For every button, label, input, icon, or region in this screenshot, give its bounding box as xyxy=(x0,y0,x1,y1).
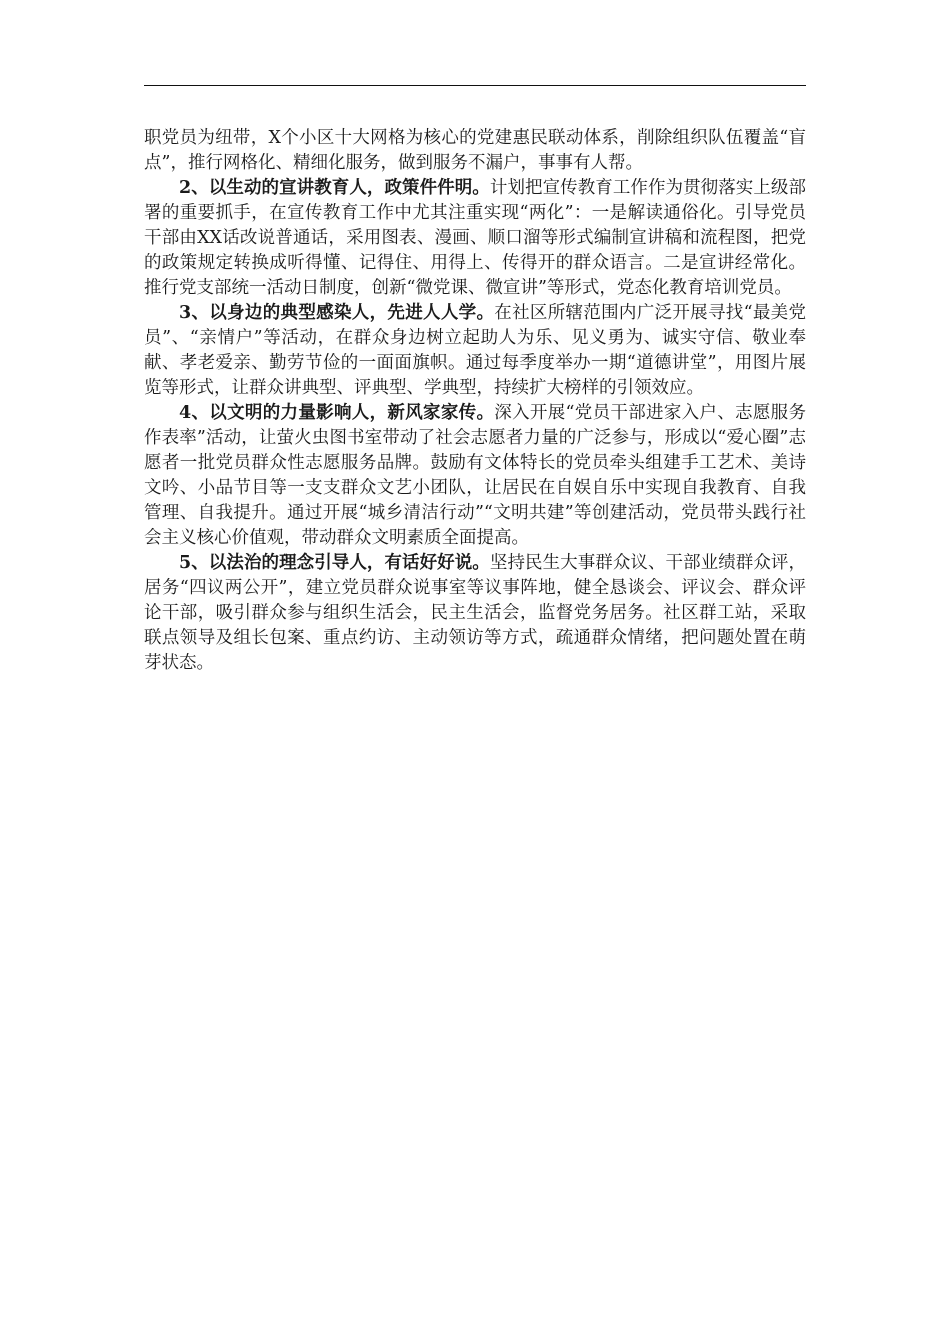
document-body xyxy=(144,126,806,676)
paragraph-3-text: 在社区所辖范围内广泛开展寻找“最美党员”、“亲情户”等活动，在群众身边树立起助人为乐、见义勇为、诚实守信、敬业奉献、孝老爱亲、勤劳节俭的一面面旗帜。通过每季度举办一期“道德讲堂”，用图片展览等形式，让群众讲典型、评典型、学典型，持续扩大榜样的引领效应。 xyxy=(144,303,806,398)
paragraph-2 xyxy=(144,176,806,301)
paragraph-3-heading: 3、以身边的典型感染人，先进人人学。 xyxy=(179,303,495,323)
paragraph-3 xyxy=(144,301,806,401)
paragraph-5 xyxy=(144,551,806,676)
paragraph-5-heading: 5、以法治的理念引导人，有话好好说。 xyxy=(179,553,490,573)
paragraph-4-text: 深入开展“党员干部进家入户、志愿服务作表率”活动，让萤火虫图书室带动了社会志愿者力量的广泛参与，形成以“爱心圈”志愿者一批党员群众性志愿服务品牌。鼓励有文体特长的党员牵头组建手工艺术、美诗文吟、小品节目等一支支群众文艺小团队，让居民在自娱自乐中实现自我教育、自我管理、自我提升。通过开展“城乡清洁行动”“文明共建”等创建活动，党员带头践行社会主义核心价值观，带动群众文明素质全面提高。 xyxy=(144,403,806,548)
paragraph-4-heading: 4、以文明的力量影响人，新风家家传。 xyxy=(179,403,495,423)
paragraph-5-text: 坚持民生大事群众议、干部业绩群众评，居务“四议两公开”，建立党员群众说事室等议事阵地，健全恳谈会、评议会、群众评论干部，吸引群众参与组织生活会，民主生活会，监督党务居务。社区群工站，采取联点领导及组长包案、重点约访、主动领访等方式，疏通群众情绪，把问题处置在萌芽状态。 xyxy=(144,553,806,673)
paragraph-2-text: 计划把宣传教育工作作为贯彻落实上级部署的重要抓手，在宣传教育工作中尤其注重实现“两化”：一是解读通俗化。引导党员干部由XX话改说普通话，采用图表、漫画、顺口溜等形式编制宣讲稿和流程图，把党的政策规定转换成听得懂、记得住、用得上、传得开的群众语言。二是宣讲经常化。推行党支部统一活动日制度，创新“微党课、微宣讲”等形式，党态化教育培训党员。 xyxy=(144,178,806,298)
paragraph-1 xyxy=(144,126,806,176)
header-rule xyxy=(144,85,806,86)
paragraph-2-heading: 2、以生动的宣讲教育人，政策件件明。 xyxy=(179,178,490,198)
paragraph-1-text: 职党员为纽带，X个小区十大网格为核心的党建惠民联动体系，削除组织队伍覆盖“盲点”，推行网格化、精细化服务，做到服务不漏户，事事有人帮。 xyxy=(144,128,806,173)
paragraph-4 xyxy=(144,401,806,551)
